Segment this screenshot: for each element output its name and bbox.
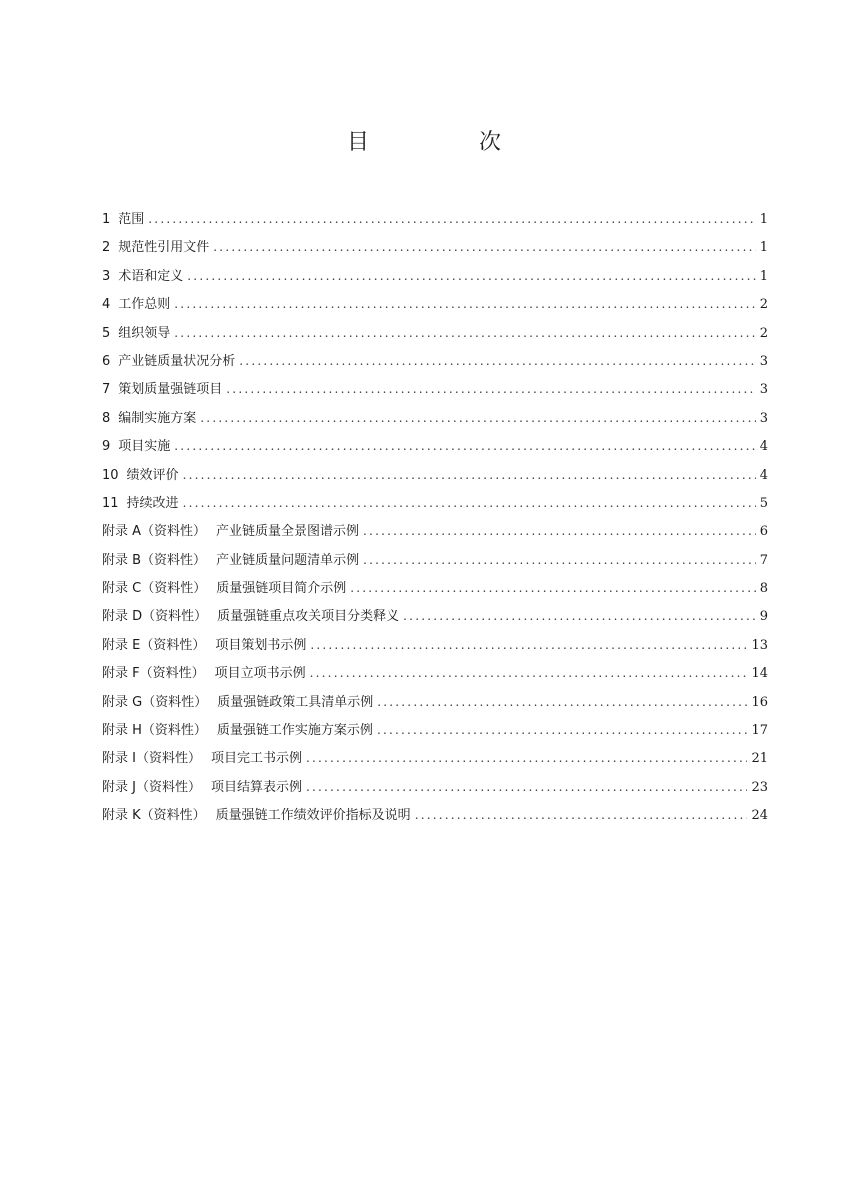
toc-entry[interactable]: [102, 432, 768, 460]
toc-entry-title: 项目完工书示例: [210, 751, 302, 767]
toc-entry[interactable]: [102, 262, 768, 290]
toc-entry[interactable]: [102, 773, 768, 801]
toc-entry-title: 项目立项书示例: [214, 666, 306, 682]
toc-entry[interactable]: [102, 347, 768, 375]
toc-entry-appendix-prefix: 附录 C（资料性）: [102, 581, 207, 597]
toc-dot-leader: [148, 205, 755, 233]
toc-entry-appendix-prefix: 附录 D（资料性）: [102, 609, 208, 625]
toc-entry-label: [102, 263, 183, 291]
toc-entry-label: [102, 518, 359, 546]
toc-entry-label: [102, 717, 373, 745]
toc-dot-leader: [306, 744, 747, 772]
table-of-contents: [102, 205, 768, 830]
toc-entry-number: 5: [102, 325, 111, 341]
toc-entry-page-number: 3: [759, 353, 768, 369]
toc-entry-label: [102, 802, 411, 830]
toc-dot-leader: [306, 773, 747, 801]
toc-entry-label: [102, 689, 373, 717]
toc-entry-title: 产业链质量问题清单示例: [216, 552, 360, 568]
toc-dot-leader: [174, 319, 755, 347]
toc-entry-label: [102, 575, 346, 603]
toc-entry-label: [102, 405, 196, 433]
toc-entry-page-number: 9: [759, 609, 768, 625]
toc-dot-leader: [187, 262, 755, 290]
toc-entry-number: 2: [102, 240, 111, 256]
toc-dot-leader: [310, 659, 748, 687]
toc-entry-label: [102, 660, 306, 688]
toc-entry-number: 3: [102, 268, 111, 284]
toc-entry-title: 产业链质量状况分析: [118, 353, 236, 369]
toc-entry[interactable]: [102, 574, 768, 602]
toc-entry-number: 4: [102, 297, 111, 313]
toc-entry-title: 产业链质量全景图谱示例: [216, 524, 360, 540]
toc-entry[interactable]: [102, 489, 768, 517]
toc-dot-leader: [174, 290, 755, 318]
toc-entry-title: 项目策划书示例: [215, 637, 307, 653]
toc-entry-page-number: 24: [751, 808, 768, 824]
toc-entry-page-number: 1: [759, 240, 768, 256]
toc-entry[interactable]: [102, 801, 768, 829]
toc-entry[interactable]: [102, 602, 768, 630]
toc-entry-title: 规范性引用文件: [118, 240, 210, 256]
toc-entry-page-number: 17: [751, 723, 768, 739]
toc-dot-leader: [350, 574, 755, 602]
toc-entry-title: 质量强链工作实施方案示例: [216, 723, 373, 739]
toc-entry-appendix-prefix: 附录 H（资料性）: [102, 723, 207, 739]
toc-entry-appendix-prefix: 附录 I（资料性）: [102, 751, 201, 767]
toc-dot-leader: [239, 347, 755, 375]
toc-entry-page-number: 8: [759, 581, 768, 597]
toc-dot-leader: [200, 404, 755, 432]
toc-entry-number: 6: [102, 353, 111, 369]
toc-entry-title: 持续改进: [126, 495, 179, 511]
toc-dot-leader: [363, 517, 756, 545]
toc-entry-page-number: 4: [759, 439, 768, 455]
toc-entry-label: [102, 490, 179, 518]
toc-entry-label: [102, 376, 222, 404]
toc-entry-appendix-prefix: 附录 G（资料性）: [102, 694, 208, 710]
toc-entry-title: 质量强链重点攻关项目分类释义: [217, 609, 400, 625]
toc-entry-title: 项目实施: [118, 439, 171, 455]
toc-entry[interactable]: [102, 205, 768, 233]
toc-entry-title: 质量强链工作绩效评价指标及说明: [215, 808, 411, 824]
toc-entry[interactable]: [102, 461, 768, 489]
toc-entry-page-number: 6: [759, 524, 768, 540]
toc-entry-page-number: 5: [759, 495, 768, 511]
toc-entry[interactable]: [102, 546, 768, 574]
toc-entry-page-number: 1: [759, 268, 768, 284]
toc-dot-leader: [363, 546, 756, 574]
toc-entry-page-number: 23: [751, 779, 768, 795]
toc-entry-appendix-prefix: 附录 A（资料性）: [102, 524, 207, 540]
toc-entry-label: [102, 547, 359, 575]
toc-entry-title: 术语和定义: [118, 268, 184, 284]
toc-entry-label: [102, 603, 399, 631]
toc-entry-title: 工作总则: [118, 297, 171, 313]
toc-entry[interactable]: [102, 716, 768, 744]
toc-dot-leader: [403, 602, 756, 630]
toc-entry-label: [102, 348, 235, 376]
toc-entry-page-number: 2: [759, 325, 768, 341]
toc-entry-label: [102, 320, 170, 348]
toc-entry-appendix-prefix: 附录 F（资料性）: [102, 666, 205, 682]
toc-entry[interactable]: [102, 319, 768, 347]
toc-entry-page-number: 7: [759, 552, 768, 568]
toc-entry-label: [102, 774, 302, 802]
toc-dot-leader: [174, 432, 755, 460]
toc-entry-title: 策划质量强链项目: [118, 382, 223, 398]
toc-entry-label: [102, 632, 306, 660]
toc-dot-leader: [310, 631, 747, 659]
toc-entry[interactable]: [102, 631, 768, 659]
toc-entry-appendix-prefix: 附录 B（资料性）: [102, 552, 207, 568]
toc-entry-appendix-prefix: 附录 K（资料性）: [102, 808, 206, 824]
toc-entry-appendix-prefix: 附录 E（资料性）: [102, 637, 206, 653]
toc-entry[interactable]: [102, 517, 768, 545]
toc-entry-page-number: 13: [751, 637, 768, 653]
toc-entry-page-number: 3: [759, 410, 768, 426]
toc-dot-leader: [415, 801, 748, 829]
toc-entry-title: 范围: [118, 212, 145, 227]
toc-entry-number: 7: [102, 382, 111, 398]
toc-entry-number: 11: [102, 495, 119, 511]
toc-entry[interactable]: [102, 404, 768, 432]
toc-entry-label: [102, 462, 179, 490]
toc-entry-page-number: 21: [751, 751, 768, 767]
toc-dot-leader: [213, 233, 755, 261]
toc-entry-title: 组织领导: [118, 325, 171, 341]
toc-entry-title: 编制实施方案: [118, 410, 197, 426]
toc-entry-number: 8: [102, 410, 111, 426]
page-title: 目 次: [346, 130, 545, 155]
toc-entry-title: 绩效评价: [126, 467, 179, 483]
toc-entry-title: 质量强链项目简介示例: [216, 581, 347, 597]
toc-entry[interactable]: [102, 659, 768, 687]
toc-entry-title: 项目结算表示例: [210, 779, 302, 795]
toc-entry-number: 9: [102, 439, 111, 455]
toc-entry-number: 10: [102, 467, 119, 483]
toc-entry-page-number: 4: [759, 467, 768, 483]
toc-entry-label: [102, 291, 170, 319]
toc-entry[interactable]: [102, 744, 768, 772]
toc-entry[interactable]: [102, 233, 768, 261]
toc-entry-page-number: 14: [751, 666, 768, 682]
toc-entry-page-number: 1: [759, 212, 768, 227]
toc-entry[interactable]: [102, 290, 768, 318]
toc-entry-page-number: 16: [751, 694, 768, 710]
toc-dot-leader: [377, 688, 747, 716]
toc-entry-label: [102, 206, 144, 234]
toc-entry-page-number: 2: [759, 297, 768, 313]
toc-dot-leader: [183, 489, 756, 517]
toc-entry[interactable]: [102, 375, 768, 403]
toc-entry-page-number: 3: [759, 382, 768, 398]
toc-entry[interactable]: [102, 688, 768, 716]
toc-entry-label: [102, 234, 209, 262]
toc-entry-appendix-prefix: 附录 J（资料性）: [102, 779, 201, 795]
toc-dot-leader: [226, 375, 755, 403]
toc-entry-title: 质量强链政策工具清单示例: [217, 694, 374, 710]
toc-dot-leader: [183, 461, 756, 489]
toc-entry-label: [102, 745, 302, 773]
toc-entry-label: [102, 433, 170, 461]
toc-dot-leader: [377, 716, 748, 744]
toc-entry-number: 1: [102, 212, 111, 227]
